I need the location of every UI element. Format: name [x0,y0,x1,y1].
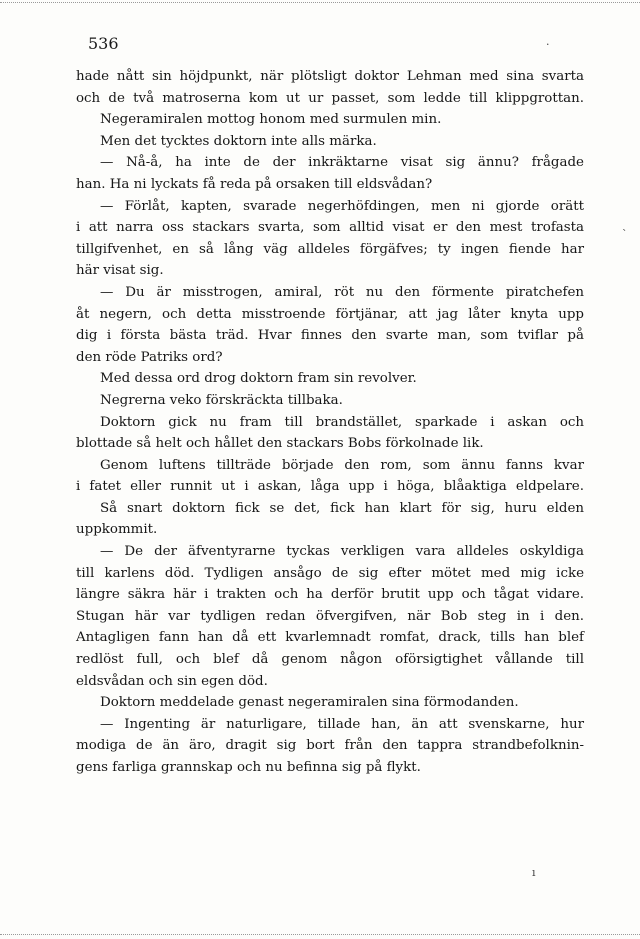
text-line: redlöst full, och blef då genom någon oförsigtighet vållande till [76,652,584,668]
scan-speck: ı [532,866,536,879]
text-line: tillgifvenhet, en så lång väg alldeles förgäfves; ty ingen fiende har [76,241,584,257]
text-line: dig i första bästa träd. Hvar finnes den svarte man, som tviflar på [76,328,584,344]
text-line: uppkommit. [76,522,158,538]
text-line: Antagligen fann han då ett kvarlemnadt romfat, drack, tills han blef [76,630,584,646]
text-line: — Förlåt, kapten, svarade negerhöfdingen, men ni gjorde orätt [100,198,584,214]
text-line: modiga de än äro, dragit sig bort från den tappra strandbefolknin- [76,738,584,754]
text-line: åt negern, och detta misstroende förtjänar, att jag låter knyta upp [76,306,584,322]
text-line: — Du är misstrogen, amiral, röt nu den förmente piratchefen [100,284,584,300]
text-line: Doktorn meddelade genast negeramiralen sina förmodanden. [100,695,519,711]
text-line: i fatet eller runnit ut i askan, låga upp i höga, blåaktiga eldpelare. [76,479,584,495]
text-line: hade nått sin höjdpunkt, när plötsligt doktor Lehman med sina svarta [76,69,584,84]
page-number: 536 [88,34,119,53]
text-line: — De der äfventyrarne tyckas verkligen vara alldeles oskyldiga [100,544,584,560]
text-line: Negeramiralen mottog honom med surmulen min. [100,112,442,128]
text-line: Med dessa ord drog doktorn fram sin revolver. [100,371,417,387]
text-line: Doktorn gick nu fram till brandstället, sparkade i askan och [100,414,584,430]
text-line: blottade så helt och hållet den stackars Bobs förkolnade lik. [76,436,484,452]
text-line: här visat sig. [76,263,164,279]
text-line: Negrerna veko förskräckta tillbaka. [100,392,343,408]
text-line: gens farliga grannskap och nu befinna sig på flykt. [76,760,421,775]
text-line: — Ingenting är naturligare, tillade han, än att svenskarne, hur [100,716,584,732]
text-line: Men det tycktes doktorn inte alls märka. [100,133,377,149]
text-line: — Nå-å, ha inte de der inkräktarne visat sig ännu? frågade [100,155,584,171]
scan-speck: ` [622,228,628,241]
text-line: i att narra oss stackars svarta, som alltid visat er den mest trofasta [76,220,584,236]
text-line: till karlens död. Tydligen ansågo de sig efter mötet med mig icke [76,565,584,581]
text-line: Genom luftens tillträde började den rom, som ännu fanns kvar [100,457,584,473]
scan-bottom-edge [0,934,640,935]
text-line: Så snart doktorn fick se det, fick han klart för sig, huru elden [100,500,584,516]
text-line: längre säkra här i trakten och ha derför brutit upp och tågat vidare. [76,587,584,603]
scan-speck: · [546,38,550,51]
body-text [76,66,584,779]
scan-top-edge [0,2,640,3]
text-line: eldsvådan och sin egen död. [76,673,268,689]
text-line: Stugan här var tydligen redan öfvergifven, när Bob steg in i den. [76,608,584,624]
text-line: den röde Patriks ord? [76,349,223,365]
text-line: och de två matroserna kom ut ur passet, som ledde till klippgrottan. [76,90,584,106]
text-line: han. Ha ni lyckats få reda på orsaken till eldsvådan? [76,176,433,192]
